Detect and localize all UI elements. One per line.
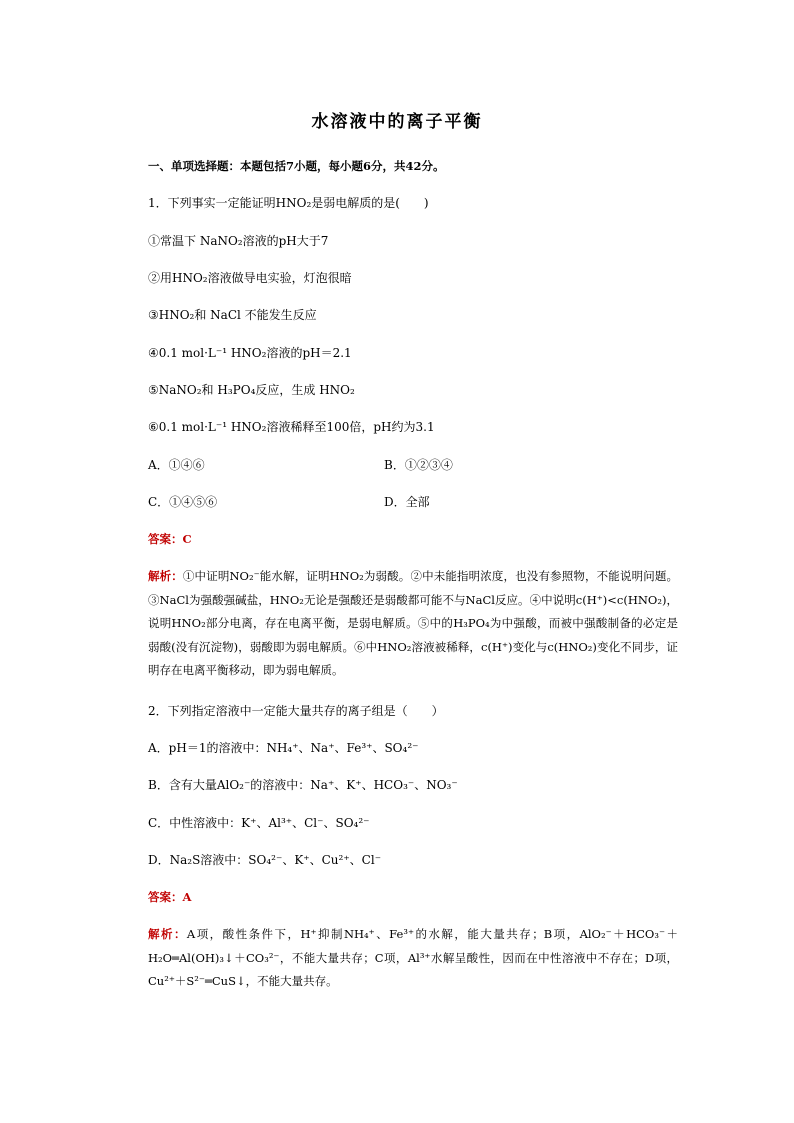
q1-item-2: ②用HNO₂溶液做导电实验，灯泡很暗	[148, 271, 352, 285]
q1-item-3: ③HNO₂和 NaCl 不能发生反应	[148, 308, 317, 322]
q2-explanation-label: 解析：	[148, 927, 187, 941]
q2-answer-value: A	[182, 890, 192, 904]
q2-option-a: A．pH＝1的溶液中：NH₄⁺、Na⁺、Fe³⁺、SO₄²⁻	[148, 741, 419, 755]
q2-answer	[148, 889, 191, 905]
q1-option-c: C．①④⑤⑥	[148, 495, 218, 509]
q2-option-d: D．Na₂S溶液中：SO₄²⁻、K⁺、Cu²⁺、Cl⁻	[148, 853, 382, 867]
q2-explanation-text: A项，酸性条件下，H⁺抑制NH₄⁺、Fe³⁺的水解，能大量共存；B项，AlO₂⁻＋HCO₃⁻＋H₂O═Al(OH)₃↓＋CO₃²⁻，不能大量共存；C项，Al³⁺水解呈酸性，因而在中性溶液中不存在；D项，Cu²⁺＋S²⁻═CuS↓，不能大量共存。	[148, 927, 678, 988]
q1-explanation-text: ①中证明NO₂⁻能水解，证明HNO₂为弱酸。②中未能指明浓度，也没有参照物，不能说明问题。③NaCl为强酸强碱盐，HNO₂无论是强酸还是弱酸都可能不与NaCl反应。④中说明c(H⁺)<c(HNO₂)，说明HNO₂部分电离，存在电离平衡，是弱电解质。⑤中的H₃PO₄为中强酸，而被中强酸制备的必定是弱酸(没有沉淀物)，弱酸即为弱电解质。⑥中HNO₂溶液被稀释，c(H⁺)变化与c(HNO₂)变化不同步，证明存在电离平衡移动，即为弱电解质。	[148, 569, 679, 677]
q1-answer-label: 答案：	[148, 532, 183, 546]
q2-option-c: C．中性溶液中：K⁺、Al³⁺、Cl⁻、SO₄²⁻	[148, 816, 370, 830]
q1-stem: 1．下列事实一定能证明HNO₂是弱电解质的是( )	[148, 196, 429, 210]
q2-option-b: B．含有大量AlO₂⁻的溶液中：Na⁺、K⁺、HCO₃⁻、NO₃⁻	[148, 778, 458, 792]
q1-item-5: ⑤NaNO₂和 H₃PO₄反应，生成 HNO₂	[148, 383, 355, 397]
q1-explanation	[148, 565, 678, 683]
q1-item-6: ⑥0.1 mol·L⁻¹ HNO₂溶液稀释至100倍，pH约为3.1	[148, 420, 435, 434]
q2-answer-label: 答案：	[148, 890, 183, 904]
q1-answer	[148, 531, 192, 547]
q1-option-a: A．①④⑥	[148, 458, 205, 472]
q2-explanation	[148, 923, 678, 994]
q1-option-b: B．①②③④	[384, 458, 453, 472]
q1-explanation-label: 解析：	[148, 569, 183, 583]
page-title: 水溶液中的离子平衡	[311, 112, 483, 132]
q1-option-d: D．全部	[384, 495, 430, 509]
q2-stem: 2．下列指定溶液中一定能大量共存的离子组是（ ）	[148, 704, 444, 718]
q1-answer-value: C	[182, 532, 192, 546]
section-heading: 一、单项选择题：本题包括7小题，每小题6分，共42分。	[148, 159, 445, 173]
q1-item-1: ①常温下 NaNO₂溶液的pH大于7	[148, 234, 329, 248]
q1-item-4: ④0.1 mol·L⁻¹ HNO₂溶液的pH＝2.1	[148, 346, 352, 360]
